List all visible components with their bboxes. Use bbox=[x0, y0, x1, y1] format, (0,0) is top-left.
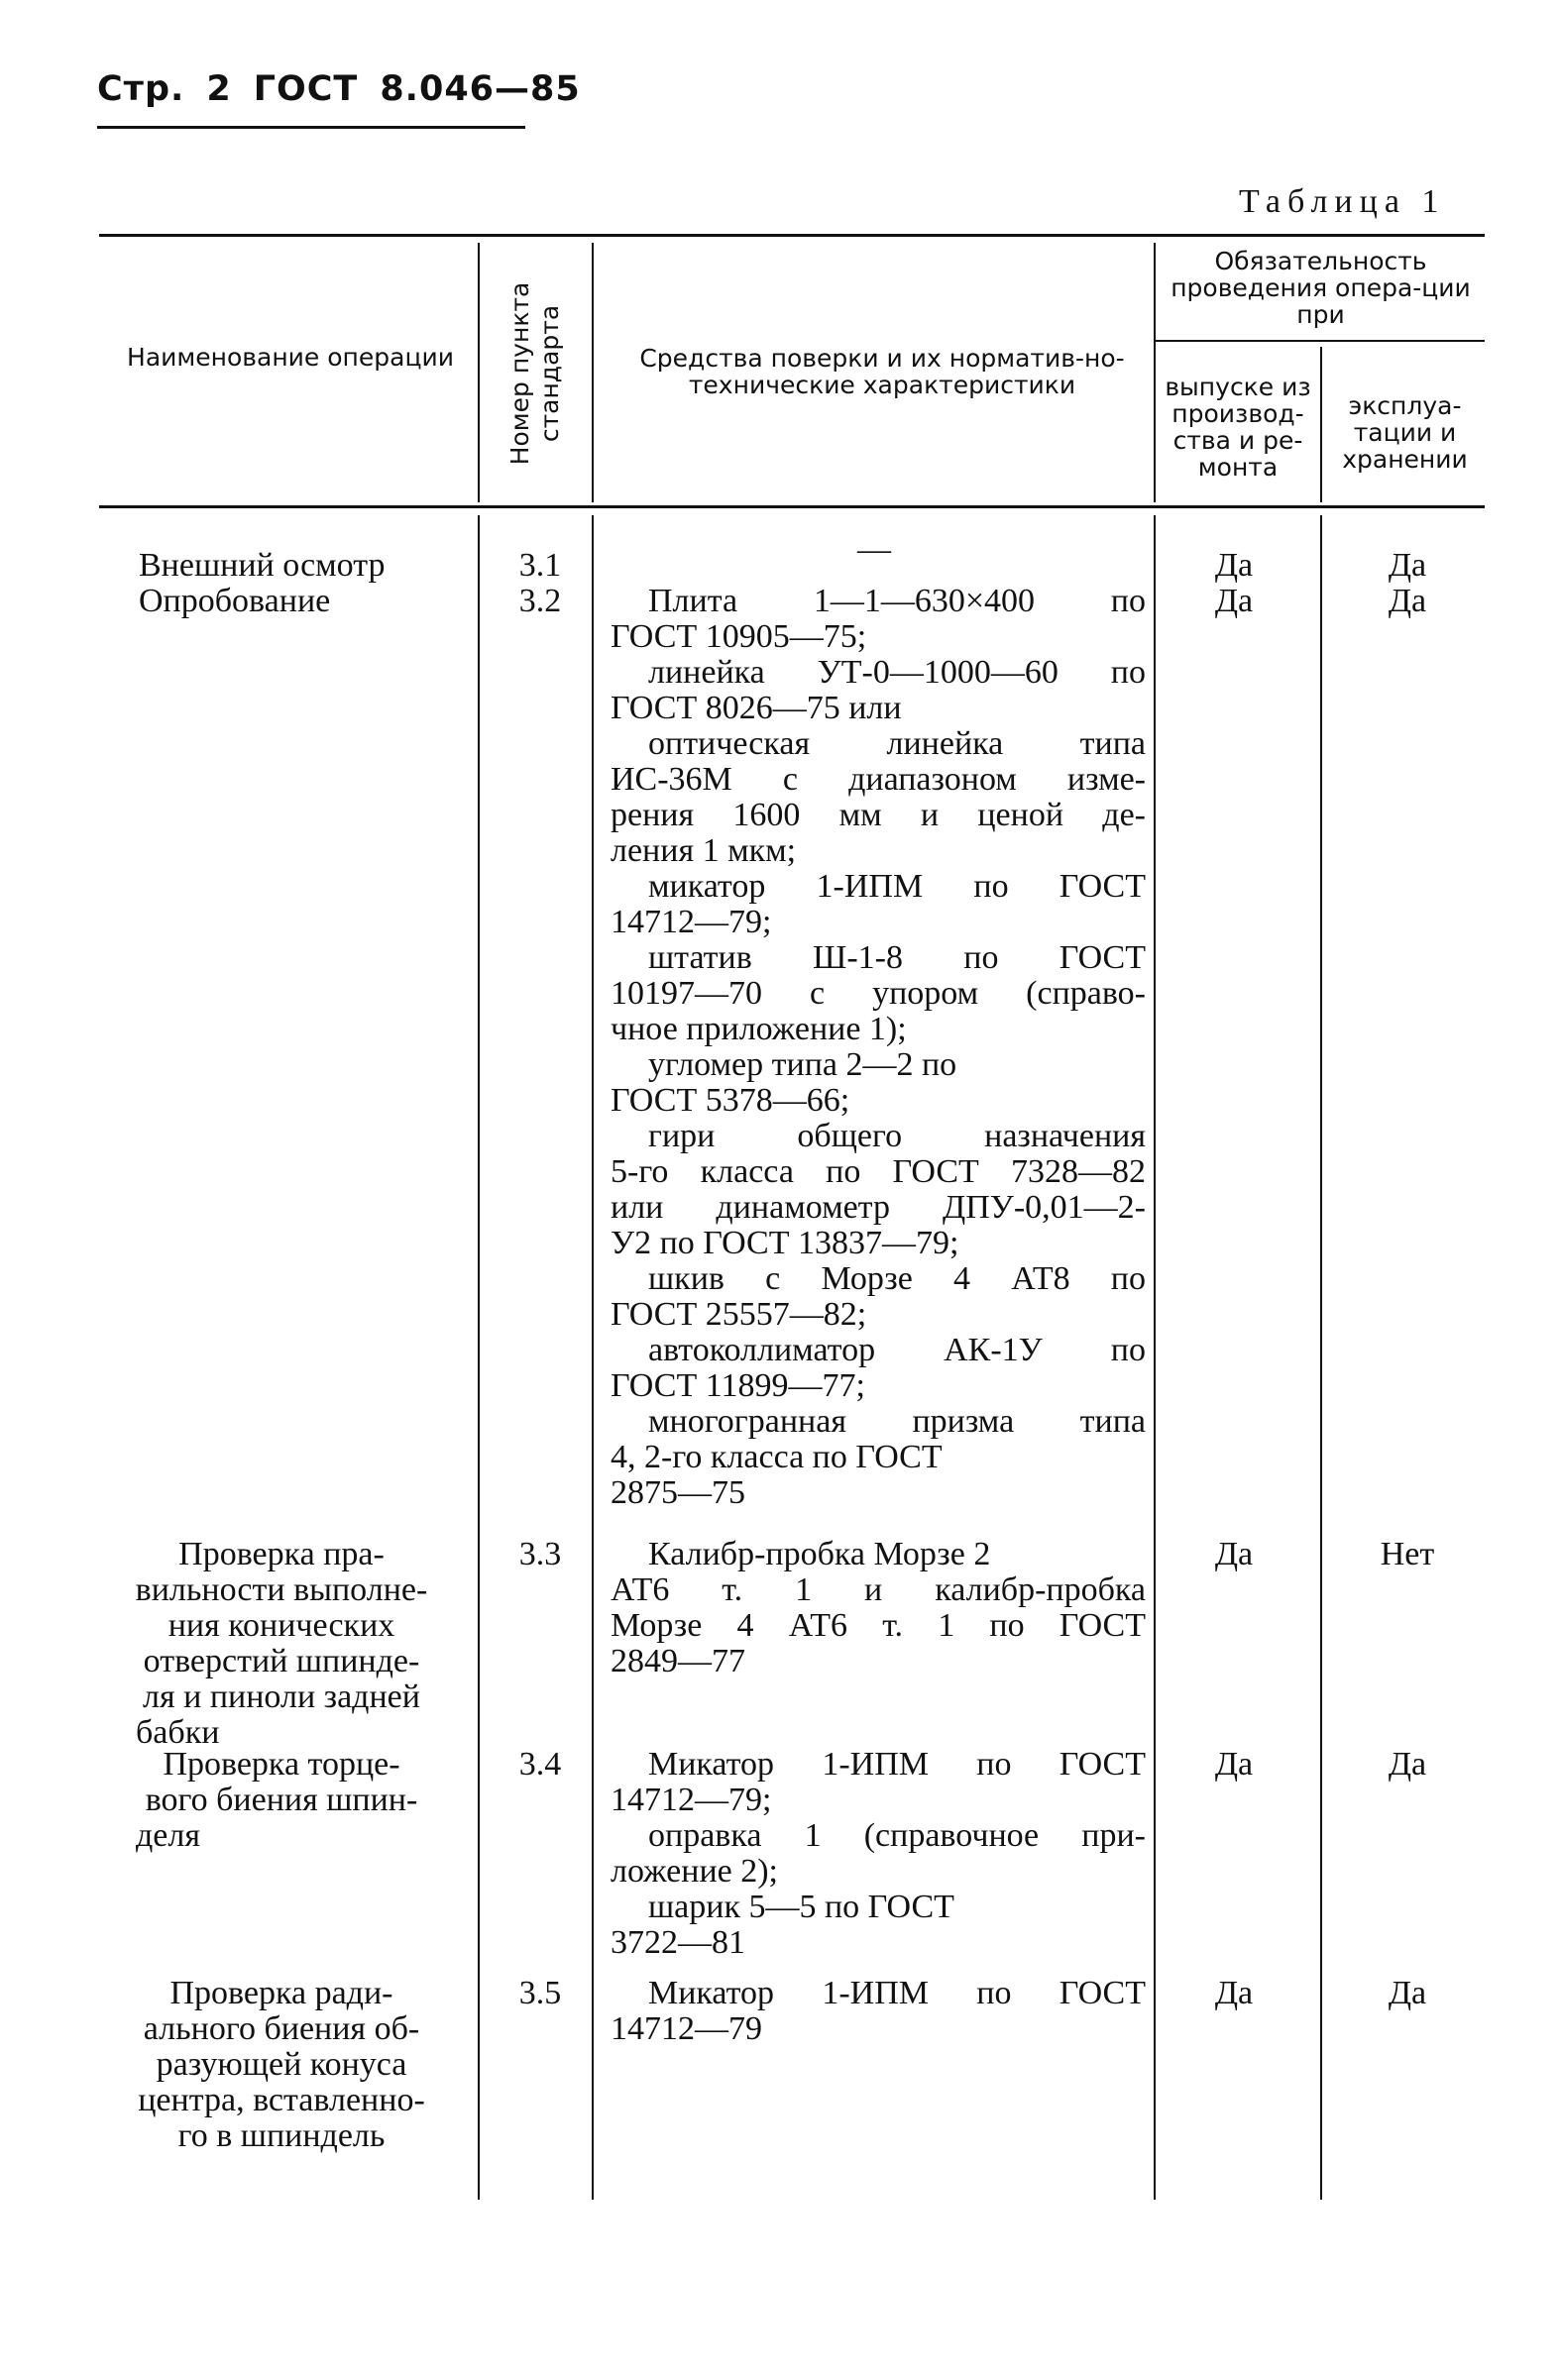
obligation-subheader-rule bbox=[1156, 340, 1485, 342]
row2-clause: 3.2 bbox=[518, 583, 562, 619]
doc-label: ГОСТ bbox=[253, 69, 359, 109]
page-label: Стр. bbox=[97, 69, 185, 109]
row2-means-line: ГОСТ 8026—75 или bbox=[611, 690, 902, 726]
header-storage: эксплуа-тации и хранении bbox=[1342, 391, 1468, 474]
row2-means-line: или динамометр ДПУ-0,01—2- bbox=[611, 1189, 1146, 1226]
row5-storage: Да bbox=[1388, 1975, 1427, 2011]
row4-clause: 3.4 bbox=[518, 1746, 562, 1783]
table-header-bottom-rule bbox=[99, 505, 1485, 508]
row5-means-line: 14712—79 bbox=[611, 2010, 762, 2047]
row2-means-line: угломер типа 2—2 по bbox=[648, 1046, 957, 1083]
row2-means-line: штатив Ш-1-8 по ГОСТ bbox=[648, 939, 1146, 976]
row2-storage: Да bbox=[1388, 583, 1427, 619]
row3-operation-line: отверстий шпинде- bbox=[143, 1643, 420, 1679]
row3-storage: Нет bbox=[1380, 1536, 1435, 1572]
header-obligation: Обязательность проведения опера-ции при bbox=[1171, 247, 1471, 329]
row4-operation-line: деля bbox=[136, 1817, 200, 1854]
doc-number: 8.046—85 bbox=[380, 69, 581, 109]
row4-means-line: Микатор 1-ИПМ по ГОСТ bbox=[648, 1746, 1146, 1783]
col-divider-1-body bbox=[478, 515, 480, 2200]
row5-operation-line: Проверка ради- bbox=[169, 1975, 393, 2011]
row5-release: Да bbox=[1214, 1975, 1254, 2011]
row2-means-line: шкив с Морзе 4 АТ8 по bbox=[648, 1260, 1146, 1297]
row3-release: Да bbox=[1214, 1536, 1254, 1572]
row2-means-line: ИС-36М с диапазоном изме- bbox=[611, 761, 1146, 798]
row2-means-line: ГОСТ 11899—77; bbox=[611, 1367, 865, 1404]
row4-operation-line: Проверка торце- bbox=[163, 1746, 400, 1783]
row2-means-line: 5-го класса по ГОСТ 7328—82 bbox=[611, 1153, 1146, 1190]
row1-storage: Да bbox=[1388, 547, 1427, 584]
table-top-rule bbox=[99, 234, 1485, 237]
row4-means-line: шарик 5—5 по ГОСТ bbox=[648, 1889, 954, 1925]
row2-means-line: 10197—70 с упором (справо- bbox=[611, 975, 1146, 1012]
row3-operation-line: ля и пиноли задней bbox=[143, 1678, 420, 1715]
row1-operation: Внешний осмотр bbox=[139, 547, 386, 584]
row1-means: — bbox=[857, 531, 891, 568]
row3-means-line: АТ6 т. 1 и калибр-пробка bbox=[611, 1571, 1146, 1608]
row4-means-line: оправка 1 (справочное при- bbox=[648, 1817, 1146, 1854]
col-divider-1-header bbox=[478, 243, 480, 502]
header-release: выпуске из производ-ства и ре-монта bbox=[1165, 373, 1311, 482]
col-divider-2-header bbox=[592, 243, 594, 502]
row5-operation-line: разующей конуса bbox=[156, 2046, 407, 2083]
row2-means-line: 4, 2-го класса по ГОСТ bbox=[611, 1439, 943, 1475]
row2-means-line: оптическая линейка типа bbox=[648, 725, 1146, 762]
header-means: Средства поверки и их норматив-но-технические характеристики bbox=[639, 344, 1125, 399]
row5-operation-line: ального биения об- bbox=[143, 2010, 420, 2047]
row2-means-line: ГОСТ 25557—82; bbox=[611, 1296, 867, 1333]
row1-release: Да bbox=[1214, 547, 1254, 584]
row4-means-line: 14712—79; bbox=[611, 1782, 772, 1818]
header-clause-rotated: Номер пункта стандарта bbox=[505, 281, 564, 466]
row3-operation-line: бабки bbox=[136, 1714, 220, 1751]
row4-operation-line: вого биения шпин- bbox=[145, 1782, 418, 1818]
row5-means bbox=[611, 1976, 1146, 2047]
row2-means-line: линейка УТ-0—1000—60 по bbox=[648, 654, 1146, 691]
row5-operation-line: го в шпиндель bbox=[177, 2117, 386, 2154]
col-divider-2-body bbox=[592, 515, 594, 2200]
row1-clause: 3.1 bbox=[518, 547, 562, 584]
row2-means-line: 2875—75 bbox=[611, 1474, 745, 1511]
row3-operation-line: вильности выполне- bbox=[135, 1571, 428, 1608]
row3-operation-line: Проверка пра- bbox=[178, 1536, 385, 1572]
row2-means-line: Плита 1—1—630×400 по bbox=[648, 583, 1146, 619]
row2-means-line: автоколлиматор АК-1У по bbox=[648, 1332, 1146, 1368]
page-number: 2 bbox=[206, 69, 232, 109]
row4-operation bbox=[114, 1747, 449, 1854]
row3-clause: 3.3 bbox=[518, 1536, 562, 1572]
row3-means bbox=[611, 1537, 1146, 1679]
page-header bbox=[97, 69, 581, 109]
row4-release: Да bbox=[1214, 1746, 1254, 1783]
row2-means-line: ления 1 мкм; bbox=[611, 832, 797, 869]
row3-means-line: Калибр-пробка Морзе 2 bbox=[648, 1536, 991, 1572]
row4-means-line: 3722—81 bbox=[611, 1924, 745, 1961]
row2-means-line: многогранная призма типа bbox=[648, 1403, 1146, 1440]
row2-means-line: чное приложение 1); bbox=[611, 1011, 907, 1047]
row2-means-line: ГОСТ 5378—66; bbox=[611, 1082, 850, 1119]
row3-means-line: Морзе 4 АТ6 т. 1 по ГОСТ bbox=[611, 1607, 1146, 1644]
row3-means-line: 2849—77 bbox=[611, 1643, 745, 1679]
row2-means-line: гири общего назначения bbox=[648, 1118, 1146, 1154]
row2-means bbox=[611, 584, 1146, 1511]
row2-release: Да bbox=[1214, 583, 1254, 619]
row4-means-line: ложение 2); bbox=[611, 1853, 779, 1890]
col-divider-4-body bbox=[1320, 515, 1322, 2200]
row5-operation-line: центра, вставленно- bbox=[138, 2082, 425, 2118]
col-divider-4-header bbox=[1320, 347, 1322, 502]
row2-means-line: рения 1600 мм и ценой де- bbox=[611, 797, 1146, 833]
row5-clause: 3.5 bbox=[518, 1975, 562, 2011]
row4-storage: Да bbox=[1388, 1746, 1427, 1783]
row5-means-line: Микатор 1-ИПМ по ГОСТ bbox=[648, 1975, 1146, 2011]
table-caption: Таблица 1 bbox=[1239, 183, 1446, 220]
row2-means-line: 14712—79; bbox=[611, 904, 772, 940]
header-rule bbox=[97, 126, 525, 129]
row2-means-line: ГОСТ 10905—75; bbox=[611, 618, 867, 655]
row3-operation bbox=[114, 1537, 449, 1751]
row2-operation: Опробование bbox=[139, 583, 331, 619]
row2-means-line: У2 по ГОСТ 13837—79; bbox=[611, 1225, 959, 1261]
row2-means-line: микатор 1-ИПМ по ГОСТ bbox=[648, 868, 1146, 905]
header-operation: Наименование операции bbox=[127, 343, 454, 372]
row4-means bbox=[611, 1747, 1146, 1961]
header-clause bbox=[484, 246, 587, 501]
row3-operation-line: ния конических bbox=[167, 1607, 395, 1644]
row5-operation bbox=[114, 1976, 449, 2154]
col-divider-3-body bbox=[1154, 515, 1156, 2200]
col-divider-3-header bbox=[1154, 243, 1156, 502]
